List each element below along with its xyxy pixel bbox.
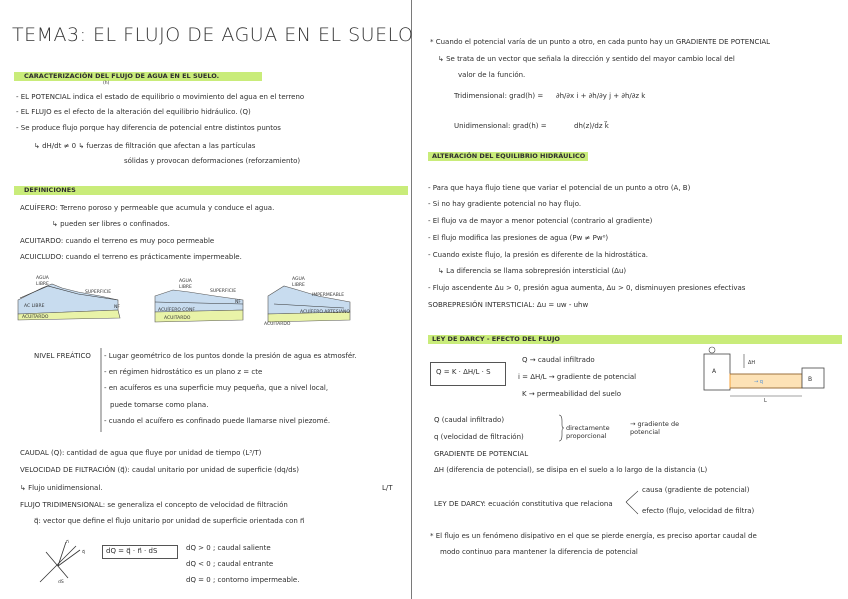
text-line: ↳ pueden ser libres o confinados. [52,220,170,228]
text-line: i = ΔH/L → gradiente de potencial [518,373,637,381]
fig-label: LIBRE [292,283,305,288]
text-line: ΔH (diferencia de potencial), se disipa en el suelo a lo largo de la distancia (L) [434,466,708,474]
aquifer-figure-artesiano [268,278,358,326]
text-line: q (velocidad de filtración) [434,433,524,441]
text-line: Unidimensional: grad(h) = [454,122,547,130]
diagram-label-dh: ΔH [748,360,756,366]
diagram-label-a: A [712,368,717,375]
text-line: → gradiente de potencial [630,420,680,436]
text-line: - EL FLUJO es el efecto de la alteración del equilibrio hidráulico. (Q) [16,108,251,116]
text-line: - Se produce flujo porque hay diferencia de potencial entre distintos puntos [16,124,281,132]
text-line: - Si no hay gradiente potencial no hay flujo. [428,200,582,208]
text-line: - Flujo ascendente Δu > 0, presión agua aumenta, Δu > 0, disminuyen presiones efectivas [428,284,746,292]
text-line: FLUJO TRIDIMENSIONAL: se generaliza el concepto de velocidad de filtración [20,501,288,509]
text-line: Q (caudal infiltrado) [434,416,505,424]
section-heading-caracterizacion: CARACTERIZACIÓN DEL FLUJO DE AGUA EN EL SUELO. [24,72,220,80]
fig-label: ACUITARDO [22,315,49,320]
text-line: ↳ La diferencia se llama sobrepresión intersticial (Δu) [438,267,627,275]
nivel-freatico-label: NIVEL FREÁTICO [34,352,91,360]
vector-label: q⃗ [82,550,85,555]
fig-label: NF [235,300,241,305]
text-line: - Lugar geométrico de los puntos donde la presión de agua es atmosfér. [104,352,357,360]
text-line: - El flujo modifica las presiones de agua (Pw ≠ Pw⁰) [428,234,609,242]
section-heading-definiciones: DEFINICIONES [24,186,76,194]
fig-label: ACUÍFERO CONF [158,308,195,313]
fig-label: LIBRE [36,282,49,287]
fig-label: NF [114,305,120,310]
text-line: ACUICLUDO: cuando el terreno es prácticamente impermeable. [20,253,242,261]
text-line: sólidas y provocan deformaciones (reforzamiento) [124,157,301,165]
fig-label: ACUITARDO [264,322,291,327]
text-line: valor de la función. [458,71,526,79]
fig-label: SUPERFICIE [210,289,237,294]
fig-label: AGUA [36,276,49,281]
text-line: puede tomarse como plana. [110,401,209,409]
page-title: TEMA3: EL FLUJO DE AGUA EN EL SUELO [12,24,414,46]
unit-label: L/T [382,484,393,492]
text-line: ↳ dH/dt ≠ 0 ↳ fuerzas de filtración que afectan a las partículas [34,142,256,150]
fig-label: AGUA [179,279,192,284]
section-heading-darcy: LEY DE DARCY - EFECTO DEL FLUJO [432,335,560,343]
text-line: dQ < 0 ; caudal entrante [186,560,274,568]
text-line: causa (gradiente de potencial) [642,486,750,494]
text-line: VELOCIDAD DE FILTRACIÓN (q⃗): caudal unitario por unidad de superficie (dq/ds) [20,466,299,474]
fig-label: AGUA [292,277,305,282]
fig-label: IMPERMEABLE [312,293,345,298]
text-line: - EL POTENCIAL indica el estado de equilibrio o movimiento del agua en el terreno [16,93,305,101]
text-line: - Para que haya flujo tiene que variar el potencial de un punto a otro (A, B) [428,184,691,192]
vector-label: n⃗ [66,540,69,545]
text-line: Q → caudal infiltrado [522,356,595,364]
text-line: - Cuando existe flujo, la presión es diferente de la hidrostática. [428,251,649,259]
text-line: modo continuo para mantener la diferencia de potencial [440,548,638,556]
column-divider [411,0,412,599]
text-line: ACUÍFERO: Terreno poroso y permeable que acumula y conduce el agua. [20,204,275,212]
diagram-label-l: L [764,398,767,404]
brace [558,414,564,442]
text-line: dQ = 0 ; contorno impermeable. [186,576,300,584]
text-line: * El flujo es un fenómeno disipativo en el que se pierde energía, es preciso aportar caudal de [430,532,757,540]
diagram-label-b: B [808,376,813,383]
text-line: SOBREPRESIÓN INTERSTICIAL: Δu = uw - uhw [428,301,589,309]
text-line: ACUITARDO: cuando el terreno es muy poco permeable [20,237,215,245]
fig-label: AC LIBRE [24,304,45,309]
text-line: * Cuando el potencial varía de un punto a otro, en cada punto hay un GRADIENTE DE POTENCIAL [430,38,771,46]
fig-label: LIBRE [179,285,192,290]
section-heading-alteracion: ALTERACIÓN DEL EQUILIBRIO HIDRÁULICO [432,152,586,160]
text-line: Tridimensional: grad(h) = [454,92,544,100]
text-line: directamente proporcional [566,424,610,440]
text-line: dQ > 0 ; caudal saliente [186,544,271,552]
text-line: CAUDAL (Q): cantidad de agua que fluye por unidad de tiempo (L³/T) [20,449,262,457]
vector-label: dS [58,580,64,585]
fig-label: ACUITARDO [164,316,191,321]
relation-arrows [626,488,640,518]
text-line: - cuando el acuífero es confinado puede llamarse nivel piezomé. [104,417,331,425]
text-line: q⃗: vector que define el flujo unitario por unidad de superficie orientada con n⃗ [34,517,305,525]
diagram-flow-arrow: → q [754,379,763,385]
text-line: LEY DE DARCY: ecuación constitutiva que relaciona [434,500,613,508]
fig-label: SUPERFICIE [85,290,112,295]
text-line: GRADIENTE DE POTENCIAL [434,450,529,458]
formula-text: ∂h/∂x i + ∂h/∂y j + ∂h/∂z k [556,92,646,100]
text-line: ↳ Flujo unidimensional. [20,484,103,492]
text-line: - El flujo va de mayor a menor potencial (contrario al gradiente) [428,217,653,225]
superscript-h: (h) [103,81,110,86]
darcy-apparatus [700,346,830,402]
fig-label: ACUÍFERO ARTESIANO [300,310,350,315]
text-line: ↳ Se trata de un vector que señala la dirección y sentido del mayor cambio local del [438,55,735,63]
text-line: - en régimen hidrostático es un plano z = cte [104,368,263,376]
text-line: K → permeabilidad del suelo [522,390,622,398]
text-line: - en acuíferos es una superficie muy pequeña, que a nivel local, [104,384,329,392]
formula-text: dh(z)/dz k⃗ [574,122,609,130]
formula-text: Q = K · ΔH/L · S [436,368,491,376]
text-line: efecto (flujo, velocidad de filtra) [642,507,755,515]
formula-text: dQ = q⃗ · n⃗ · dS [106,547,158,555]
